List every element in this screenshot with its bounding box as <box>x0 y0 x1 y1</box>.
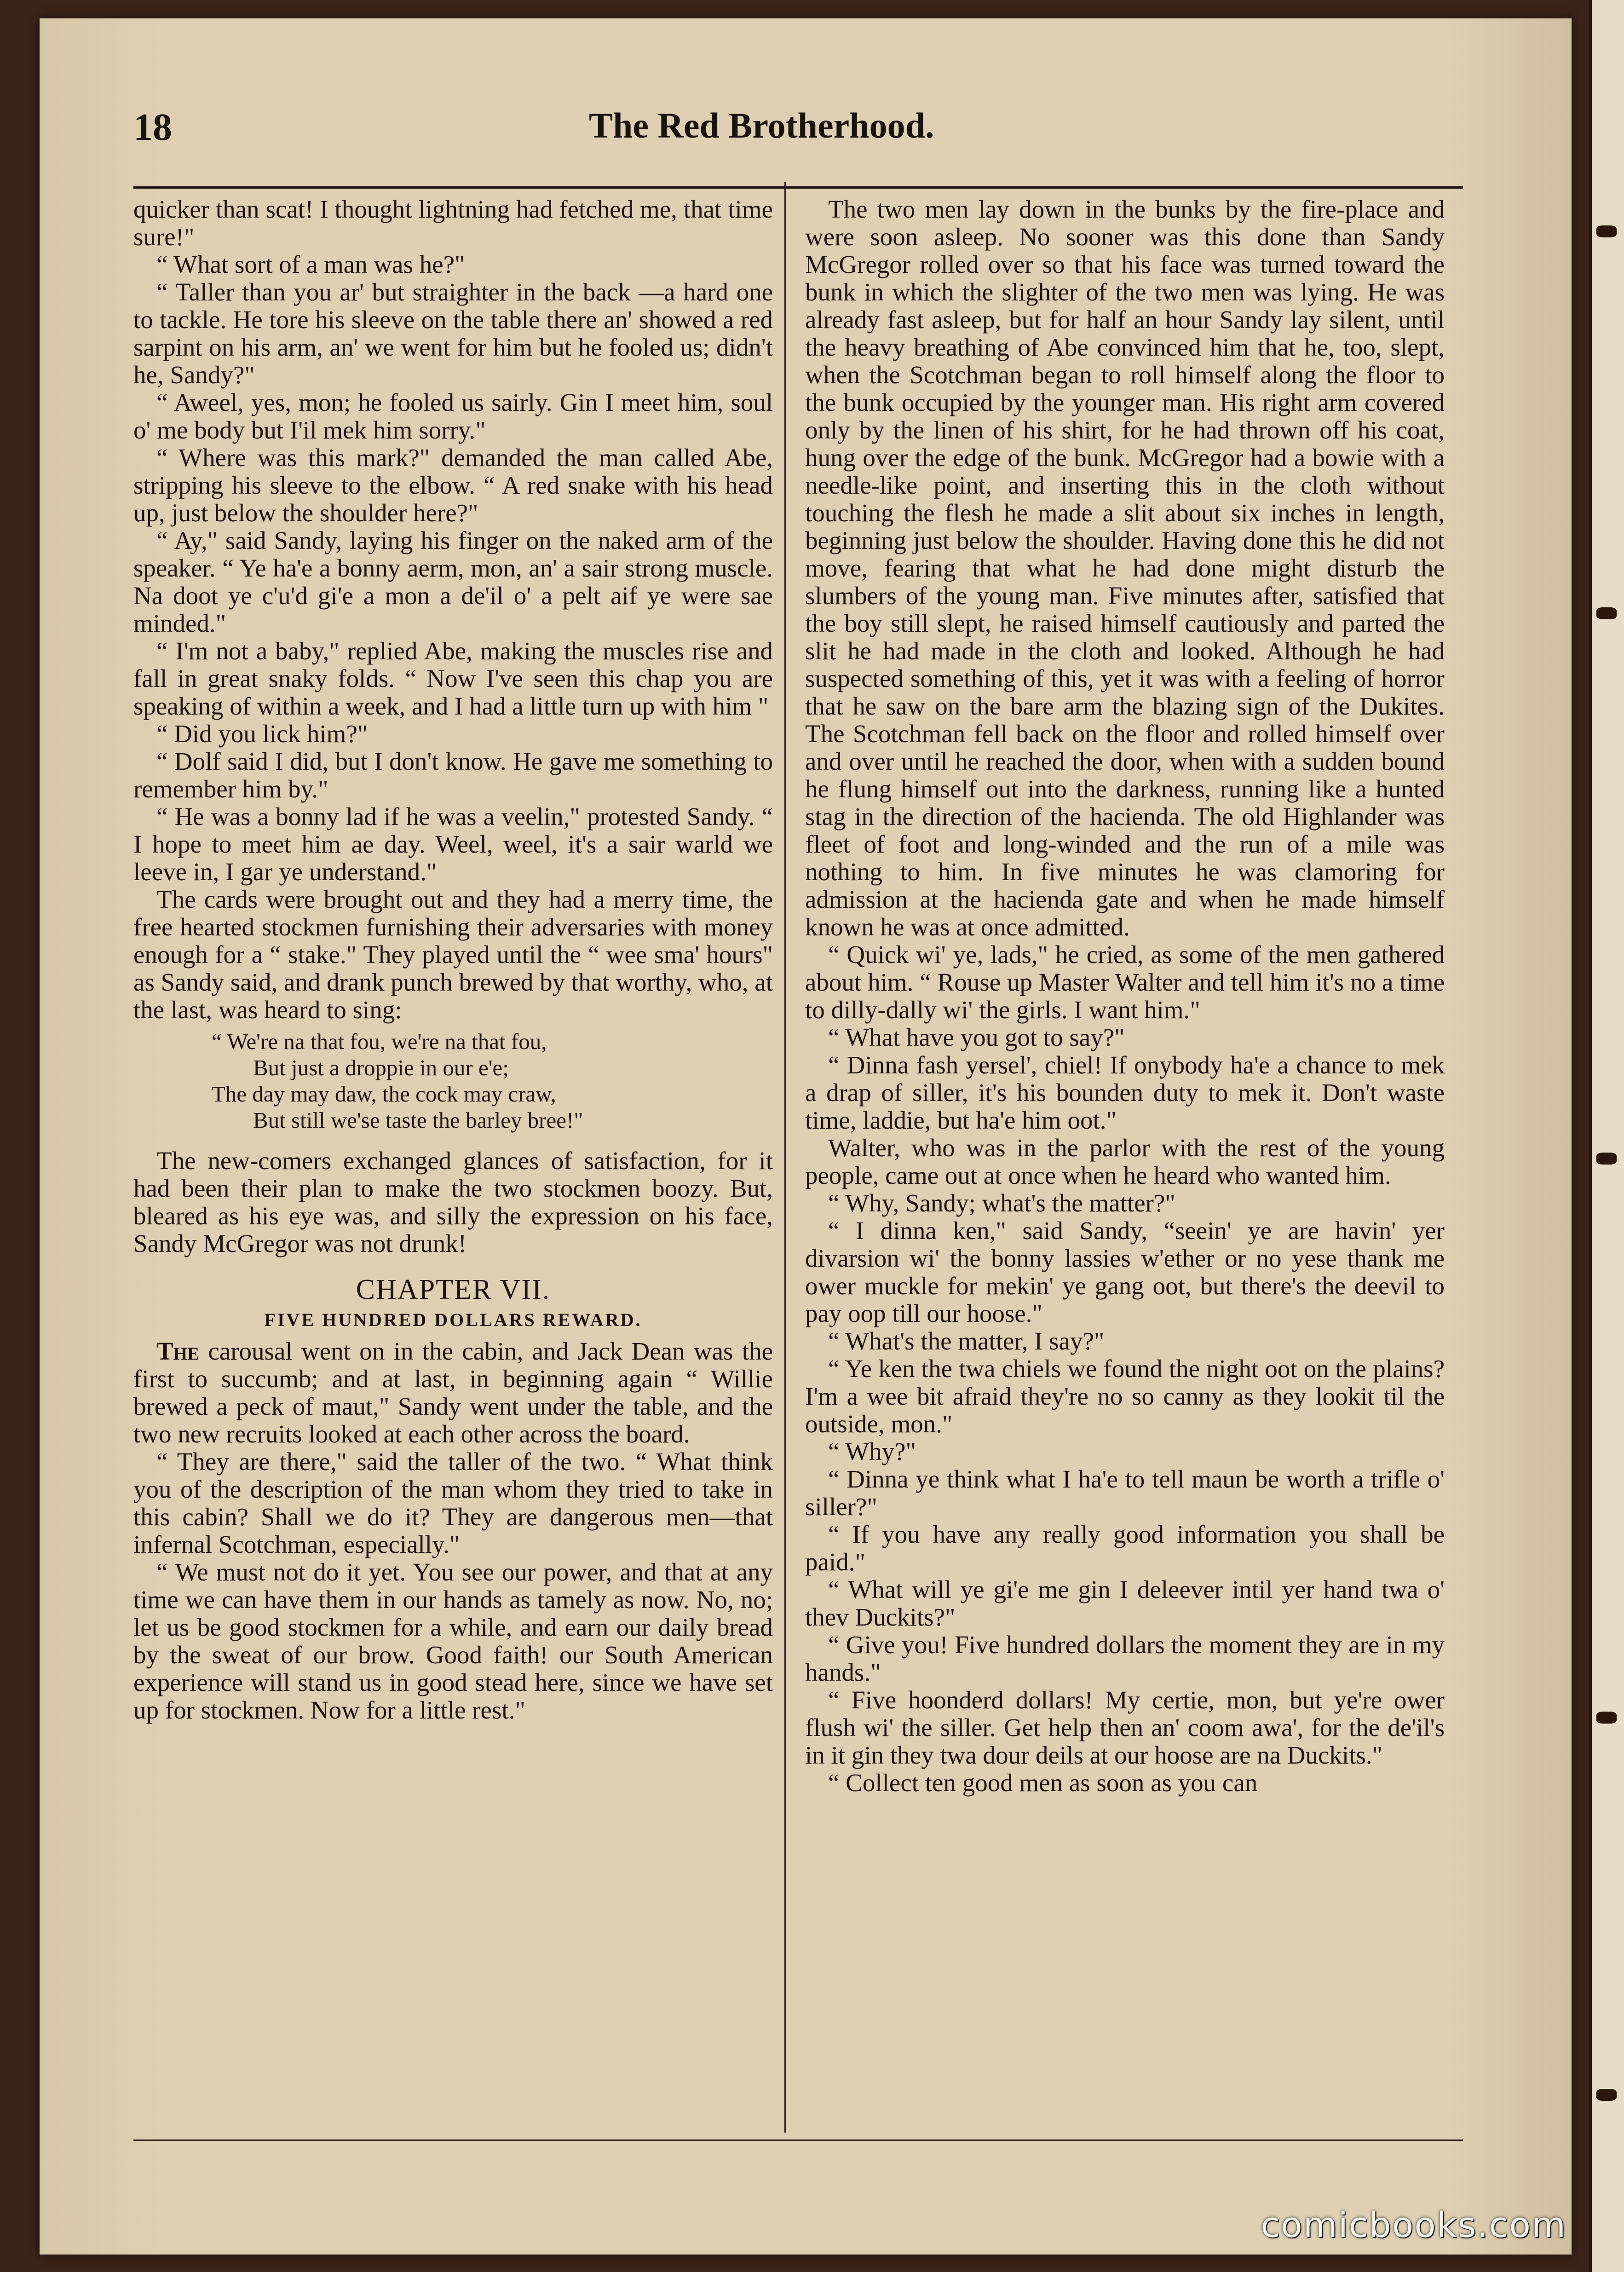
paragraph: “ They are there," said the taller of the two. “ What think you of the description of the man whom they tried to take in this cabin? Shall we do it? They are dangerous men—that infernal Scotchman, especially." <box>133 1447 773 1558</box>
page-number: 18 <box>133 106 172 149</box>
paragraph: The new-comers exchanged glances of satisfaction, for it had been their plan to make the two stockmen boozy. But, bleared as his eye was, and silly the expression on his face, Sandy McGregor was not drunk! <box>133 1147 773 1257</box>
paragraph-text: carousal went on in the cabin, and Jack Dean was the first to succumb; and at last, in beginning again “ Willie brewed a peck of maut," Sandy went under the table, and the two new recruits looked at each other across the board. <box>133 1337 773 1448</box>
paragraph: “ I'm not a baby," replied Abe, making the muscles rise and fall in great snaky folds. “ Now I've seen this chap you are speaking of within a week, and I had a little turn up with him " <box>133 637 773 720</box>
paragraph: “ Ye ken the twa chiels we found the night oot on the plains? I'm a wee bit afraid they're no so canny as they lookit til the outside, mon." <box>805 1355 1445 1438</box>
verse-line: The day may daw, the cock may craw, <box>212 1081 556 1107</box>
paragraph: “ Taller than you ar' but straighter in the back —a hard one to tackle. He tore his sleeve on the table there an' showed a red sarpint on his arm, an' we went for him but he fooled us; didn't he, Sandy?" <box>133 278 773 389</box>
paragraph: “ What have you got to say?" <box>828 1023 1125 1051</box>
paragraph: “ What's the matter, I say?" <box>828 1327 1105 1355</box>
paragraph: “ Collect ten good men as soon as you can <box>828 1769 1258 1797</box>
paragraph: “ If you have any really good information you shall be paid." <box>805 1520 1445 1576</box>
chapter-subheading: FIVE HUNDRED DOLLARS REWARD. <box>264 1309 642 1330</box>
paragraph: “ Where was this mark?" demanded the man called Abe, stripping his sleeve to the elbow. “ A red snake with his head up, just below the shoulder here?" <box>133 444 773 527</box>
paragraph: “ Quick wi' ye, lads," he cried, as some of the men gathered about him. “ Rouse up Master Walter and tell him it's no a time to dilly-dally wi' the girls. I want him." <box>805 940 1445 1024</box>
lead-word: The <box>156 1337 200 1365</box>
site-watermark: comicbooks.com <box>1261 2204 1566 2245</box>
paragraph: “ I dinna ken," said Sandy, “seein' ye are havin' yer divarsion wi' the bonny lassies w'ether or no yese thank me ower muckle for mekin' ye gang oot, but there's the deevil to pay oop till our hoose." <box>805 1217 1445 1327</box>
paragraph: “ He was a bonny lad if he was a veelin," protested Sandy. “ I hope to meet him ae day. Weel, weel, it's a sair warld we leeve in, I gar ye understand." <box>133 802 773 886</box>
paragraph: The two men lay down in the bunks by the fire-place and were soon asleep. No sooner was this done than Sandy McGregor rolled over so that his face was turned toward the bunk in which the slighter of the two men was lying. He was already fast asleep, but for half an hour Sandy lay silent, until the heavy breathing of Abe convinced him that he, too, slept, when the Scotchman began to roll himself along the floor to the bunk occupied by the younger man. His right arm covered only by the linen of his shirt, for he had thrown off his coat, hung over the edge of the bunk. McGregor had a bowie with a needle-like point, and inserting this in the cloth without touching the flesh he made a slit about six inches in length, beginning just below the shoulder. Having done this he did not move, fearing that what he had done might disturb the slumbers of the young man. Five minutes after, satisfied that the boy still slept, he raised himself cautiously and parted the slit he had made in the cloth and looked. Although he had suspected something of this, yet it was with a feeling of horror that he saw on the bare arm the blazing sign of the Dukites. The Scotchman fell back on the floor and rolled himself over and over until he reached the door, when with a sudden bound he flung himself out into the darkness, running like a hunted stag in the direction of the hacienda. The old Highlander was fleet of foot and long-winded and the run of a mile was nothing to him. In five minutes he was clamoring for admission at the hacienda gate and when he made himself known he was at once admitted. <box>805 195 1445 941</box>
paragraph: “ Dinna fash yersel', chiel! If onybody ha'e a chance to mek a drap of siller, it's his bounden duty to mek it. Don't waste time, laddie, but ha'e him oot." <box>805 1051 1445 1134</box>
paragraph: “ Why, Sandy; what's the matter?" <box>828 1189 1175 1217</box>
binding-hole <box>1596 1712 1617 1724</box>
paragraph: “ Why?" <box>828 1437 916 1465</box>
header-rule <box>133 186 1463 189</box>
verse-line: But just a droppie in our e'e; <box>253 1055 509 1080</box>
verse-line: But still we'se taste the barley bree!" <box>253 1107 583 1133</box>
paragraph: The cards were brought out and they had a merry time, the free hearted stockmen furnishing their adversaries with money enough for a “ stake." They played until the “ wee sma' hours" as Sandy said, and drank punch brewed by that worthy, who, at the last, was heard to sing: <box>133 885 773 1024</box>
verse-line: “ We're na that fou, we're na that fou, <box>212 1029 547 1054</box>
binding-hole <box>1596 225 1617 237</box>
song-verse <box>212 1028 773 1133</box>
right-column <box>805 196 1445 1797</box>
binding-hole <box>1596 1153 1617 1165</box>
paragraph: “ Give you! Five hundred dollars the moment they are in my hands." <box>805 1631 1445 1686</box>
paragraph: “ We must not do it yet. You see our power, and that at any time we can have them in our hands as tamely as now. No, no; let us be good stockmen for a while, and earn our daily bread by the sweat of our brow. Good faith! our South American experience will stand us in good stead here, since we have set up for stockmen. Now for a little rest." <box>133 1558 773 1724</box>
left-column <box>133 196 773 1724</box>
paragraph: Walter, who was in the parlor with the rest of the young people, came out at once when he heard who wanted him. <box>805 1134 1445 1189</box>
paragraph: “ What will ye gi'e me gin I deleever intil yer hand twa o' thev Duckits?" <box>805 1575 1445 1631</box>
running-title: The Red Brotherhood. <box>589 105 934 145</box>
paragraph: “ Did you lick him?" <box>156 720 368 748</box>
binding-hole <box>1596 2089 1617 2101</box>
chapter-heading: CHAPTER VII. <box>356 1274 551 1305</box>
paragraph: “ Dinna ye think what I ha'e to tell maun be worth a trifle o' siller?" <box>805 1465 1445 1521</box>
paragraph: “ What sort of a man was he?" <box>156 250 465 278</box>
binding-hole <box>1596 607 1617 619</box>
paragraph: “ Ay," said Sandy, laying his finger on the naked arm of the speaker. “ Ye ha'e a bonny aerm, mon, an' a sair strong muscle. Na doot ye c'u'd gi'e a mon a de'il o' a pelt aif ye were sae minded." <box>133 526 773 637</box>
page-binding-edge <box>1589 0 1624 2272</box>
paragraph: quicker than scat! I thought lightning had fetched me, that time sure!" <box>133 195 773 251</box>
page-header <box>83 105 1463 156</box>
chapter-opening-paragraph <box>133 1338 773 1448</box>
paragraph: “ Five hoonderd dollars! My certie, mon, but ye're ower flush wi' the siller. Get help then an' coom awa', for the de'il's in it gin they twa dour deils at our hoose are na Duckits." <box>805 1686 1445 1769</box>
paragraph: “ Dolf said I did, but I don't know. He gave me something to remember him by." <box>133 747 773 803</box>
paragraph: “ Aweel, yes, mon; he fooled us sairly. Gin I meet him, soul o' me body but I'il mek him sorry." <box>133 388 773 444</box>
footer-rule <box>133 2139 1463 2141</box>
column-divider <box>784 182 786 2133</box>
